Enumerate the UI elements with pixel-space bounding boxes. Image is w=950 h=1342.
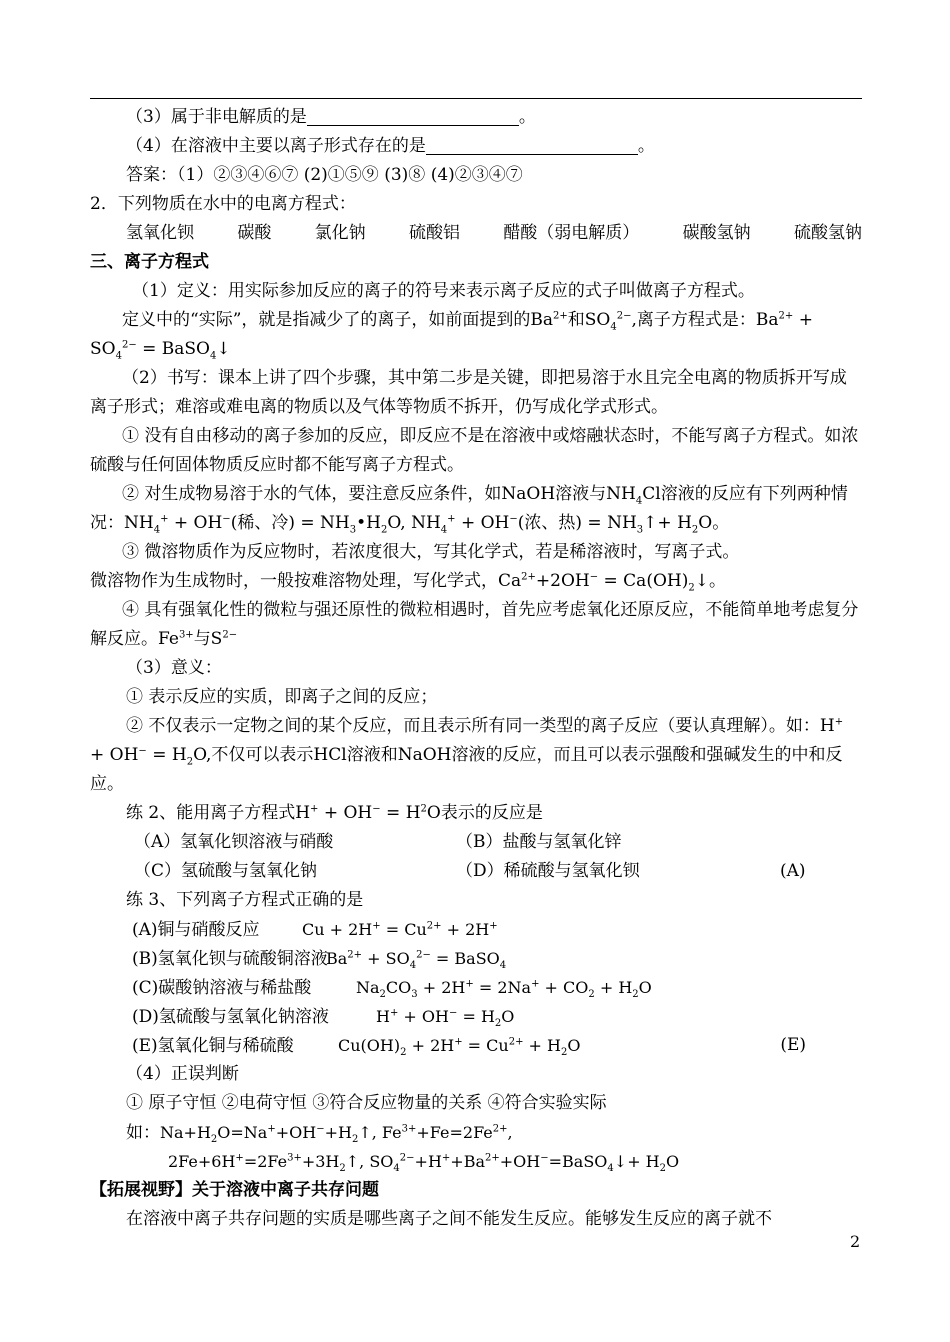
option-d[interactable]: （D）稀硫酸与氢氧化钡	[456, 861, 640, 881]
exercise-3-option-d[interactable]: (D)氢硫酸与氢氧化钠溶液 $H^+ + OH^- = H_2O$	[132, 1007, 515, 1030]
option-c[interactable]: （C）氢硫酸与氢氧化钠	[134, 861, 318, 881]
section-3-title: 三、离子方程式	[90, 252, 209, 272]
exercise-3-answer: (E)	[780, 1035, 806, 1055]
answer-line: 答案：（1）②③④⑥⑦ (2)①⑤⑨ (3)⑧ (4)②③④⑦	[126, 165, 523, 185]
rule-3: ③ 微溶物质作为反应物时，若浓度很大，写其化学式，若是稀溶液时，写离子式。	[122, 542, 740, 562]
option-b[interactable]: （B）盐酸与氢氧化锌	[456, 832, 622, 852]
substance-item: 碳酸	[237, 223, 272, 243]
header-rule	[90, 98, 862, 99]
answer-blank[interactable]	[426, 134, 638, 155]
judge-title: （4）正误判断	[126, 1064, 239, 1084]
exercise-2-options-row1	[90, 828, 862, 857]
substance-item: 醋酸（弱电解质）	[503, 223, 640, 243]
option-a[interactable]: （A）氢氧化钡溶液与硝酸	[134, 832, 334, 852]
rule-1: ① 没有自由移动的离子参加的反应，即反应不是在溶液中或熔融状态时，不能写离子方程式。如浓硫酸与任何固体物质反应时都不能写离子方程式。	[90, 426, 859, 475]
question-2-title: 2．下列物质在水中的电离方程式：	[90, 194, 356, 214]
substance-item: 氢氧化钡	[126, 223, 194, 243]
meaning-2: ② 不仅表示一定物之间的某个反应，而且表示所有同一类型的离子反应（要认真理解）。如：$H^+ + OH^- = H_2O$,不仅可以表示HCl溶液和NaOH溶液的反应，而且可以表示强酸和强碱发生的中和反应。	[90, 716, 844, 794]
extend-text: 在溶液中离子共存问题的实质是哪些离子之间不能发生反应。能够发生反应的离子就不	[126, 1209, 772, 1229]
substance-list	[90, 219, 862, 248]
question-3: （3）属于非电解质的是 。	[126, 107, 536, 127]
extend-title: 【拓展视野】关于溶液中离子共存问题	[90, 1180, 379, 1200]
meaning-1: ① 表示反应的实质，即离子之间的反应；	[126, 687, 438, 707]
exercise-3-title: 练 3、下列离子方程式正确的是	[126, 890, 364, 910]
document-body	[90, 103, 862, 1234]
substance-item: 碳酸氢钠	[682, 223, 751, 243]
exercise-3-option-b[interactable]: (B)氢氧化钡与硫酸铜溶液$Ba^{2+} + SO_4^{2-}$ = BaSO$_4$	[132, 949, 507, 972]
definition-1: （1）定义：用实际参加反应的离子的符号来表示离子反应的式子叫做离子方程式。	[132, 281, 755, 301]
exercise-3-option-e[interactable]: (E)氢氧化铜与稀硫酸 $Cu(OH)_2 + 2H^+ = Cu^{2+} + H_2O$ (E)	[90, 1031, 862, 1060]
definition-2: 定义中的“实际”，就是指减少了的离子，如前面提到的$Ba^{2+}$和$SO_4^{2-}$,离子方程式是：$Ba^{2+} + SO_4^{2-}$ = BaSO$_4$↓	[90, 310, 813, 362]
substance-item: 硫酸氢钠	[793, 223, 862, 243]
page-number: 2	[850, 1232, 861, 1251]
substance-item: 硫酸铝	[408, 223, 460, 243]
answer-blank[interactable]	[307, 105, 519, 126]
rule-2: ② 对生成物易溶于水的气体，要注意反应条件，如NaOH溶液与$NH_4Cl$溶液的反应有下列两种情况：$NH_4^+ + OH^-$(稀、冷) = $NH_3•H_2O$, $NH_4^+ + OH^-$(浓、热) = $NH_3↑+ H_2O$。	[90, 484, 848, 536]
rule-3-cont: 微溶物作为生成物时，一般按难溶物处理，写化学式，$Ca^{2+}+2OH^-$ = $Ca(OH)_2↓$。	[90, 571, 726, 594]
exercise-2-answer: (A)	[780, 861, 806, 881]
exercise-2-title: 练 2、能用离子方程式$H^+ + OH^- = H^2O$表示的反应是	[126, 803, 543, 823]
judge-example-1: 如：$Na+H_2O=Na^++OH^-+H_2↑$, $Fe^{3+}+Fe=2Fe^{2+}$,	[126, 1123, 513, 1146]
substance-item: 氯化钠	[314, 223, 366, 243]
exercise-3-option-c[interactable]: (C)碳酸钠溶液与稀盐酸 $Na_2CO_3 + 2H^+ = 2Na^+ + CO_2 + H_2O$	[132, 978, 652, 1001]
judge-items: ① 原子守恒 ②电荷守恒 ③符合反应物量的关系 ④符合实验实际	[126, 1093, 607, 1113]
exercise-3-option-a[interactable]: (A)铜与硝酸反应 $Cu + 2H^+ = Cu^{2+} + 2H^+$	[132, 920, 498, 940]
exercise-2-options-row2	[90, 857, 862, 886]
writing-rule: （2）书写：课本上讲了四个步骤，其中第二步是关键，即把易溶于水且完全电离的物质拆开写成离子形式；难溶或难电离的物质以及气体等物质不拆开，仍写成化学式形式。	[90, 368, 847, 417]
meaning-title: （3）意义：	[126, 658, 222, 678]
rule-4: ④ 具有强氧化性的微粒与强还原性的微粒相遇时，首先应考虑氧化还原反应，不能简单地考虑复分解反应。$Fe^{3+}$与$S^{2-}$	[90, 600, 859, 649]
question-4: （4）在溶液中主要以离子形式存在的是 。	[126, 136, 655, 156]
judge-example-2: $2Fe+6H^+=2Fe^{3+}+3H_2↑$, $SO_4^{2-}+H^++Ba^{2+}+OH^-=BaSO_4↓+ H_2O$	[168, 1152, 680, 1175]
